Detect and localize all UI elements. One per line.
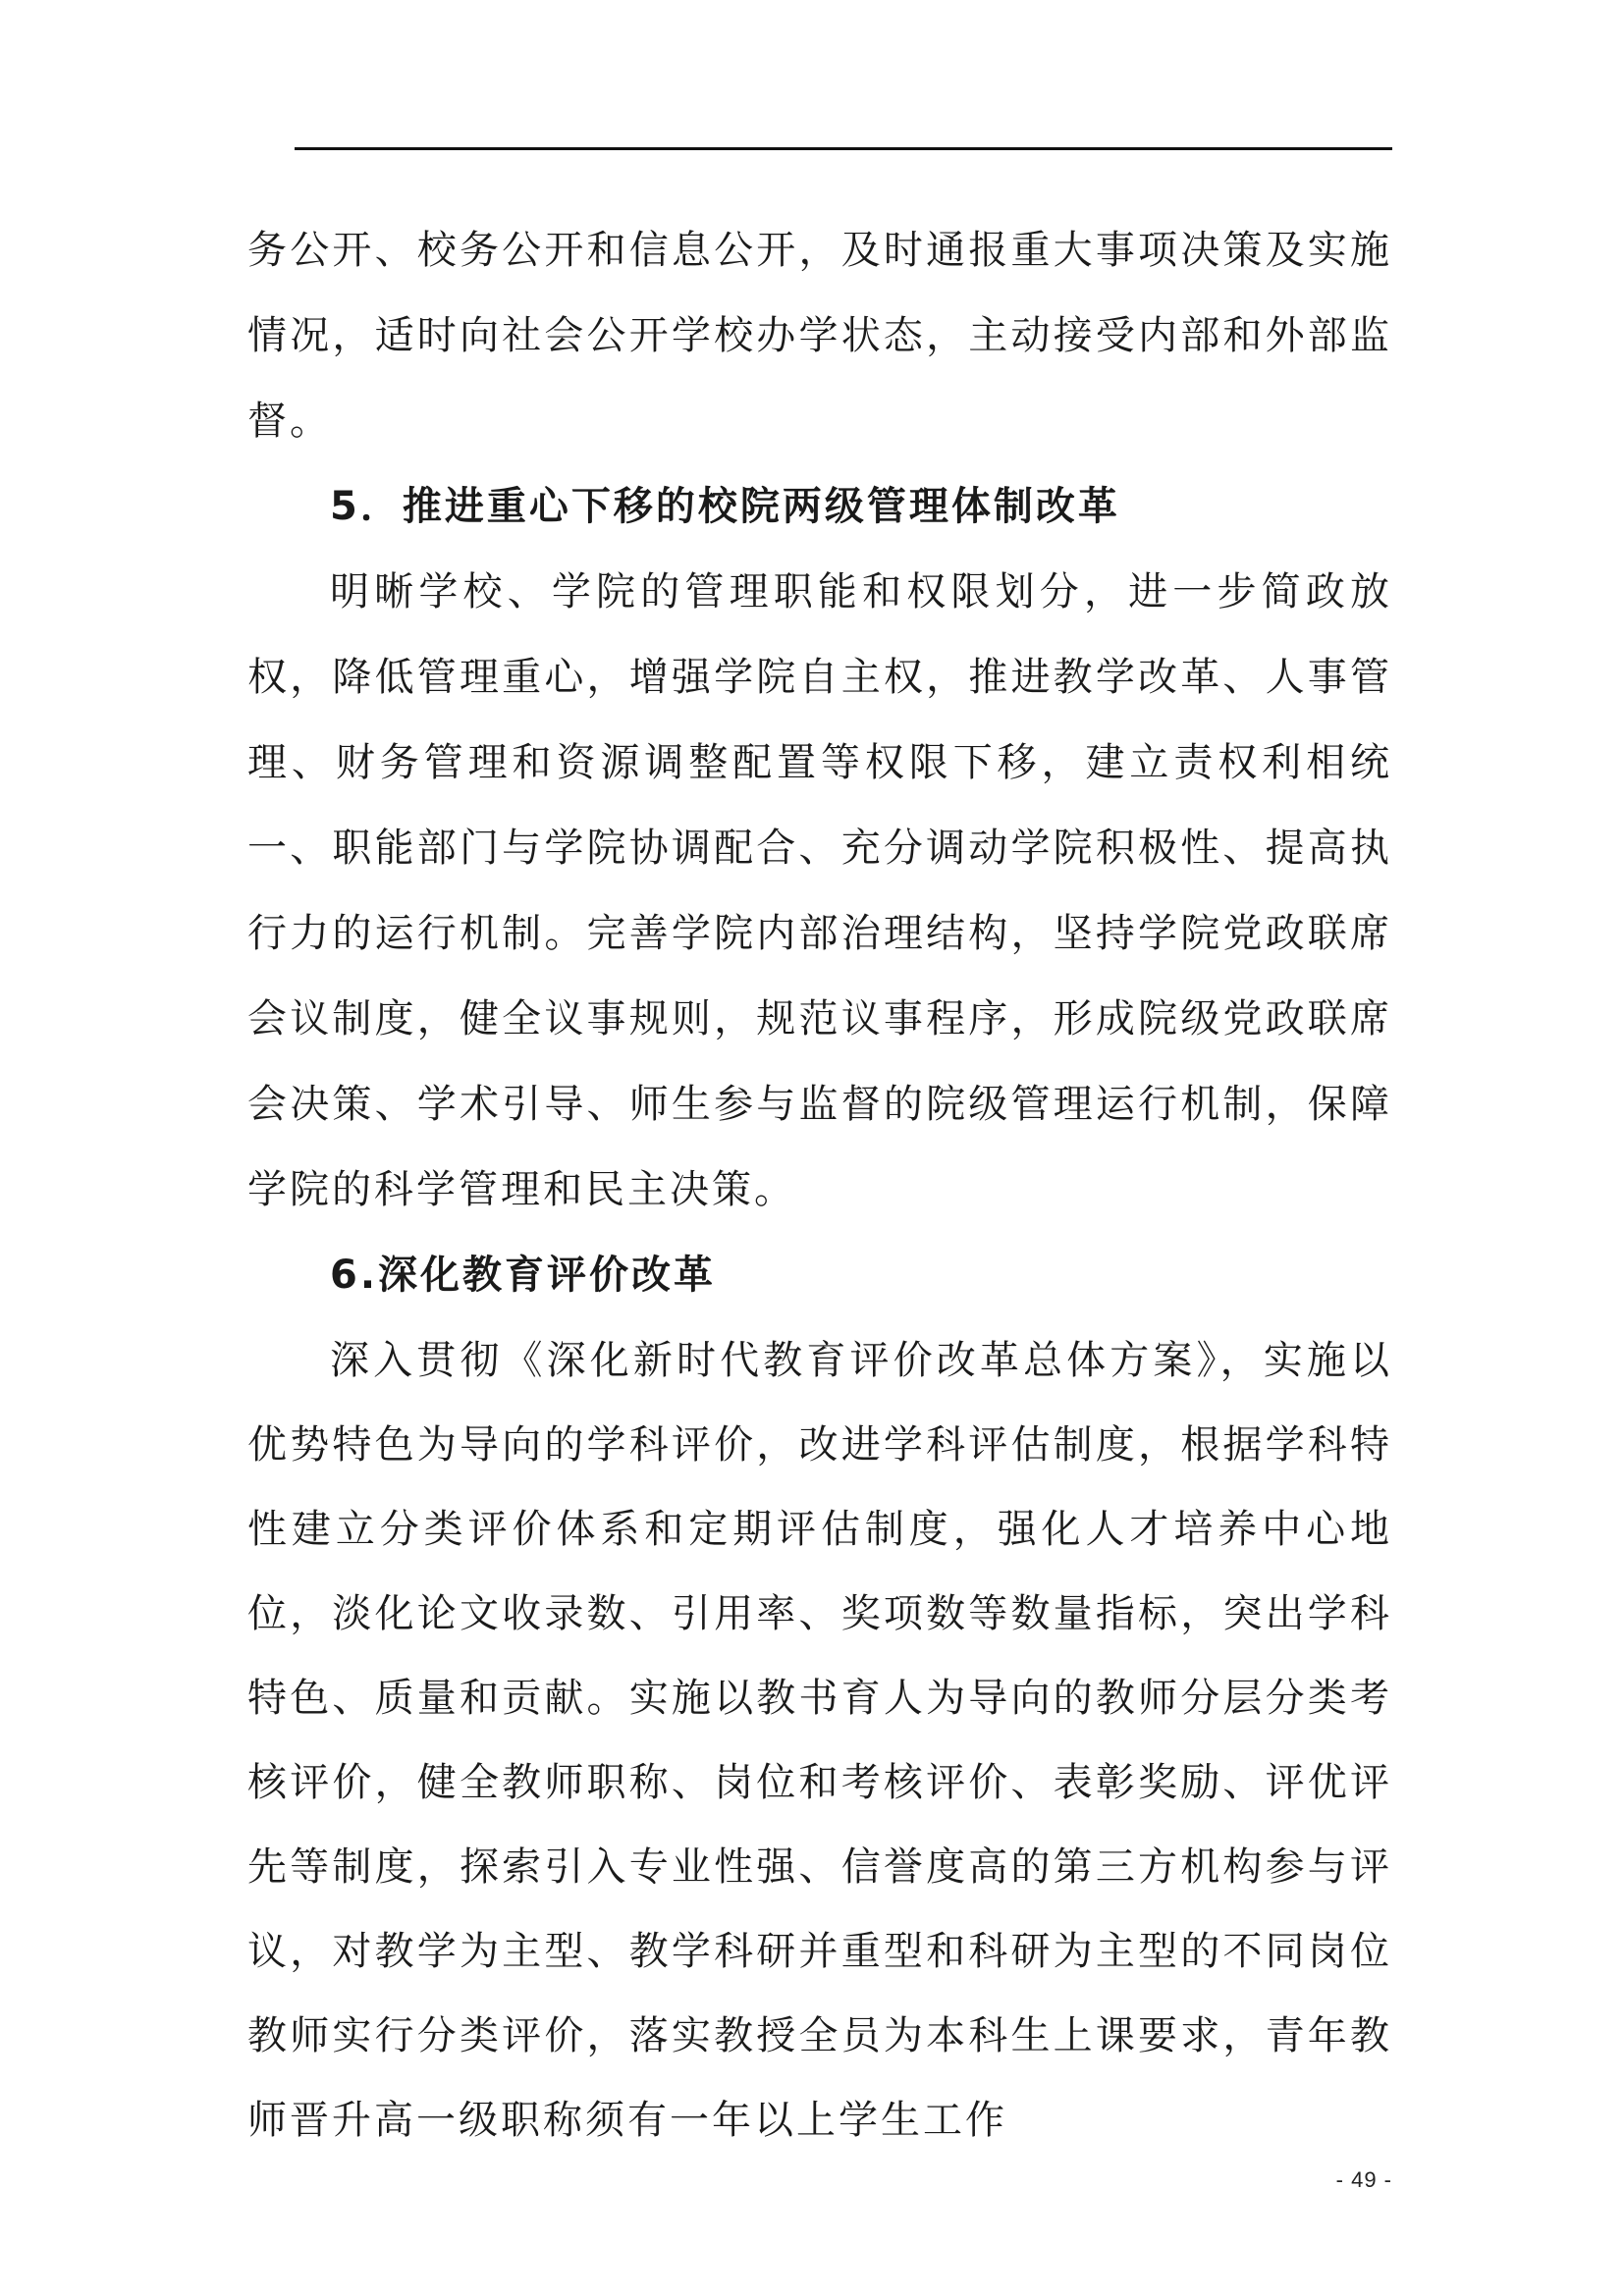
paragraph-continued: 务公开、校务公开和信息公开，及时通报重大事项决策及实施情况，适时向社会公开学校办学状态，主动接受内部和外部监督。 — [247, 228, 1392, 444]
paragraph-evaluation-reform: 深入贯彻《深化新时代教育评价改革总体方案》，实施以优势特色为导向的学科评价，改进学科评估制度，根据学科特性建立分类评价体系和定期评估制度，强化人才培养中心地位，淡化论文收录数、引用率、奖项数等数量指标，突出学科特色、质量和贡献。实施以教书育人为导向的教师分层分类考核评价，健全教师职称、岗位和考核评价、表彰奖励、评优评先等制度，探索引入专业性强、信誉度高的第三方机构参与评议，对教学为主型、教学科研并重型和科研为主型的不同岗位教师实行分类评价，落实教授全员为本科生上课要求，青年教师晋升高一级职称须有一年以上学生工作 — [247, 1338, 1392, 2143]
page-content — [247, 208, 1392, 2163]
page-number: - 49 - — [1335, 2167, 1392, 2192]
section-heading-5: 5．推进重心下移的校院两级管理体制改革 — [330, 484, 1120, 529]
section-heading-6: 6.深化教育评价改革 — [330, 1253, 717, 1298]
paragraph-management-reform: 明晰学校、学院的管理职能和权限划分，进一步简政放权，降低管理重心，增强学院自主权，推进教学改革、人事管理、财务管理和资源调整配置等权限下移，建立责权利相统一、职能部门与学院协调配合、充分调动学院积极性、提高执行力的运行机制。完善学院内部治理结构，坚持学院党政联席会议制度，健全议事规则，规范议事程序，形成院级党政联席会决策、学术引导、师生参与监督的院级管理运行机制，保障学院的科学管理和民主决策。 — [247, 569, 1392, 1212]
header-rule — [295, 147, 1392, 150]
